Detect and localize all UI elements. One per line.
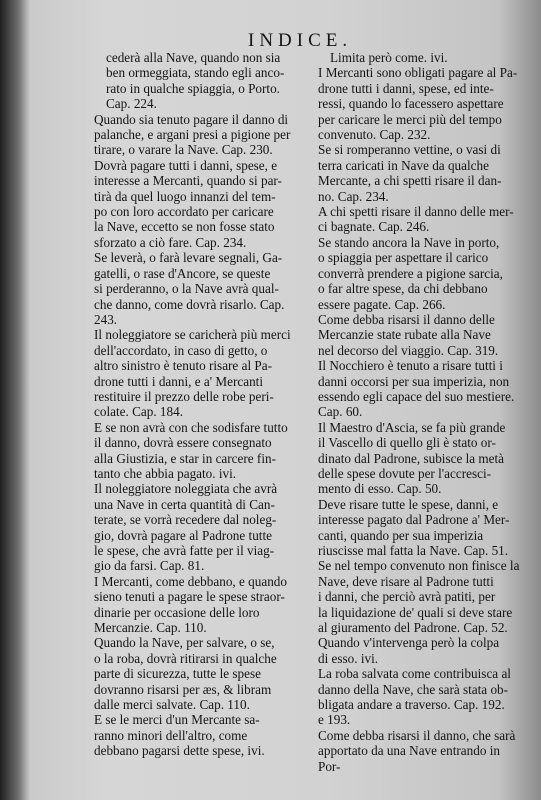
- index-entry: [94, 712, 312, 758]
- index-entry-line: converrà prendere a pigione sarcia,: [318, 265, 503, 281]
- index-entry-line: Il Maestro d'Ascia, se fa più grande: [318, 419, 506, 435]
- index-entry-line: Se stando ancora la Nave in porto,: [318, 234, 500, 250]
- index-entry-line: una Nave in certa quantità di Can-: [94, 496, 275, 512]
- index-entry-line: gio da farsi. Cap. 81.: [94, 558, 205, 574]
- index-entry-line: Deve risare tutte le spese, danni, e: [318, 496, 499, 512]
- index-entry-line: Se leverà, o farà levare segnali, Ga-: [94, 250, 283, 266]
- index-entry-line: o far altre spese, da chi debbano: [318, 281, 488, 297]
- index-entry: [94, 420, 312, 482]
- index-entry-line: palanche, e argani presi a pigione per: [94, 127, 291, 143]
- index-entry-line: Nave, deve risare al Padrone tutti: [318, 573, 494, 589]
- index-entry-line: la liquidazione de' quali si deve stare: [318, 604, 513, 620]
- index-entry: [318, 312, 524, 358]
- index-entry-line: mento di esso. Cap. 50.: [318, 481, 442, 497]
- index-entry-line: ressi, quando lo facessero aspettare: [318, 96, 504, 112]
- index-entry-line: sieno tenuti a pagare le spese straor-: [94, 589, 285, 605]
- index-entry-line: o la roba, dovrà ritirarsi in qualche: [94, 650, 277, 666]
- index-entry-line: Mercante, a chi spetti risare il dan-: [318, 173, 502, 189]
- index-entry: [318, 65, 524, 142]
- index-entry-line: interesse pagato dal Padrone a' Mer-: [318, 512, 510, 528]
- index-entry-line: essere pagate. Cap. 266.: [318, 296, 446, 312]
- index-entry-line: dinarie per occasione delle loro: [94, 604, 260, 620]
- index-entry-line: ci bagnate. Cap. 246.: [318, 219, 430, 235]
- index-entry: [318, 728, 524, 774]
- index-entry: [318, 142, 524, 204]
- index-entry-line: o spiaggia per aspettare il carico: [318, 250, 489, 266]
- index-entry-line: di esso. ivi.: [318, 650, 379, 666]
- index-entry-line: la Nave, eccetto se non fosse stato: [94, 219, 275, 235]
- index-entry-line: Il Nocchiero è tenuto a risare tutti i: [318, 358, 503, 374]
- index-entry: [318, 420, 524, 497]
- index-entry: [94, 250, 312, 327]
- index-entry-line: dell'accordato, in caso di getto, o: [94, 342, 268, 358]
- index-entry-line: interesse a Mercanti, quando si par-: [94, 173, 282, 189]
- index-entry-line: per caricare le merci più del tempo: [318, 111, 502, 127]
- index-entry: [318, 235, 524, 312]
- index-entry-line: restituire il prezzo delle robe peri-: [94, 388, 274, 404]
- index-entry-line: I Mercanti, come debbano, e quando: [94, 573, 287, 589]
- index-entry-line: sforzato a ciò fare. Cap. 234.: [94, 234, 247, 250]
- index-entry-line: drone tutti i danni, spese, ed inte-: [318, 80, 494, 96]
- index-entry-line: il Vascello di quello gli è stato or-: [318, 435, 496, 451]
- index-entry-line: le spese, che avrà fatte per il viag-: [94, 543, 275, 558]
- index-entry-line: ben ormeggiata, stando egli anco-: [106, 65, 285, 81]
- index-entry-line: La roba salvata come contribuisca al: [318, 666, 511, 682]
- index-entry-line: E se le merci d'un Mercante sa-: [94, 712, 260, 728]
- index-entry-line: Il noleggiatore se caricherà più merci: [94, 327, 291, 343]
- index-entry-line: Cap. 224.: [106, 96, 157, 112]
- index-entry: [94, 112, 312, 158]
- index-entry-line: tanto che abbia pagato. ivi.: [94, 465, 237, 481]
- index-entry-line: 243.: [94, 311, 118, 327]
- index-entry: [94, 481, 312, 573]
- page-header: INDICE.: [248, 30, 353, 51]
- index-entry-line: Quando sia tenuto pagare il danno di: [94, 111, 289, 127]
- index-entry-line: tirà da quel luogo innanzi del tem-: [94, 188, 276, 204]
- index-entry: [318, 558, 524, 635]
- index-entry-line: Dovrà pagare tutti i danni, spese, e: [94, 157, 278, 173]
- index-entry-line: Limita però come. ivi.: [330, 50, 448, 65]
- right-column: [318, 50, 524, 774]
- index-entry-line: riuscisse mal fatta la Nave. Cap. 51.: [318, 543, 509, 558]
- index-entry-line: drone tutti i danni, e a' Mercanti: [94, 373, 263, 389]
- index-entry-line: A chi spetti risare il danno delle mer-: [318, 204, 514, 220]
- index-entry-line: Por-: [318, 758, 341, 774]
- index-entry: [318, 50, 524, 65]
- index-entry-line: Mercanzie state rubate alla Nave: [318, 327, 491, 343]
- index-entry: [94, 574, 312, 636]
- index-entry-line: alla Giustizia, e star in carcere fin-: [94, 450, 276, 466]
- index-entry: [318, 666, 524, 728]
- index-entry-line: Mercanzie. Cap. 110.: [94, 620, 207, 636]
- index-entry-line: nel decorso del viaggio. Cap. 319.: [318, 342, 499, 358]
- index-entry-line: dalle merci salvate. Cap. 110.: [94, 697, 250, 713]
- index-entry-line: cederà alla Nave, quando non sia: [106, 50, 281, 65]
- left-column: [94, 50, 312, 759]
- index-entry: [318, 204, 524, 235]
- index-entry-line: gatelli, o rase d'Ancore, se queste: [94, 265, 271, 281]
- index-entry-line: si perderanno, o la Nave avrà qual-: [94, 281, 279, 297]
- index-entry-line: che danno, come dovrà risarlo. Cap.: [94, 296, 285, 312]
- index-entry-line: parte di sicurezza, tutte le spese: [94, 666, 261, 682]
- index-entry-line: Se si romperanno vettine, o vasi di: [318, 142, 501, 158]
- index-entry-line: Quando v'intervenga però la colpa: [318, 635, 500, 651]
- index-entry-line: Come debba risarsi il danno delle: [318, 311, 495, 327]
- index-entry-line: ranno minori dell'altro, come: [94, 727, 248, 743]
- index-entry-line: al giuramento del Padrone. Cap. 52.: [318, 620, 508, 636]
- index-entry-line: rato in qualche spiaggia, o Porto.: [106, 80, 280, 96]
- index-entry: [94, 50, 312, 112]
- index-entry: [318, 635, 524, 666]
- index-entry-line: terra caricati in Nave da qualche: [318, 157, 489, 173]
- index-entry-line: debbano pagarsi dette spese, ivi.: [94, 743, 265, 759]
- index-entry-line: Il noleggiatore noleggiata che avrà: [94, 481, 278, 497]
- index-entry-line: po con loro accordato per caricare: [94, 204, 274, 220]
- page-gutter-shadow: [0, 0, 30, 800]
- index-entry-line: gio, dovrà pagare al Padrone tutte: [94, 527, 272, 543]
- index-entry-line: delle spese dovute per l'accresci-: [318, 465, 491, 481]
- index-entry-line: no. Cap. 234.: [318, 188, 389, 204]
- index-entry-line: apportato da una Nave entrando in: [318, 743, 500, 759]
- index-entry: [94, 635, 312, 712]
- index-entry: [94, 327, 312, 419]
- index-entry-line: altro sinistro è tenuto risare al Pa-: [94, 358, 272, 374]
- index-entry-line: i danni, che perciò avrà patiti, per: [318, 589, 496, 605]
- index-entry-line: terate, se vorrà recedere dal noleg-: [94, 512, 277, 528]
- index-entry-line: Cap. 60.: [318, 404, 363, 420]
- index-entry-line: danni occorsi per sua imperizia, non: [318, 373, 510, 389]
- index-entry: [318, 358, 524, 420]
- index-entry-line: danno della Nave, che sarà stata ob-: [318, 681, 509, 697]
- index-entry-line: Quando la Nave, per salvare, o se,: [94, 635, 275, 651]
- index-entry: [94, 158, 312, 250]
- index-entry-line: convenuto. Cap. 232.: [318, 127, 431, 143]
- index-entry-line: canti, quando per sua imperizia: [318, 527, 484, 543]
- index-entry-line: bligata andare a traverso. Cap. 192.: [318, 697, 505, 713]
- index-entry-line: E se non avrà con che sodisfare tutto: [94, 419, 288, 435]
- index-entry-line: I Mercanti sono obligati pagare al Pa-: [318, 65, 518, 81]
- index-entry-line: e 193.: [318, 712, 351, 728]
- index-entry-line: dinato dal Padrone, subisce la metà: [318, 450, 505, 466]
- index-entry: [318, 497, 524, 559]
- index-entry-line: Se nel tempo convenuto non finisce la: [318, 558, 520, 574]
- index-entry-line: colate. Cap. 184.: [94, 404, 183, 420]
- index-entry-line: il danno, dovrà essere consegnato: [94, 435, 272, 451]
- index-entry-line: dovranno risarsi per æs, & libram: [94, 681, 272, 697]
- index-entry-line: tirare, o varare la Nave. Cap. 230.: [94, 142, 273, 158]
- index-entry-line: Come debba risarsi il danno, che sarà: [318, 727, 516, 743]
- index-entry-line: essendo egli capace del suo mestiere.: [318, 388, 515, 404]
